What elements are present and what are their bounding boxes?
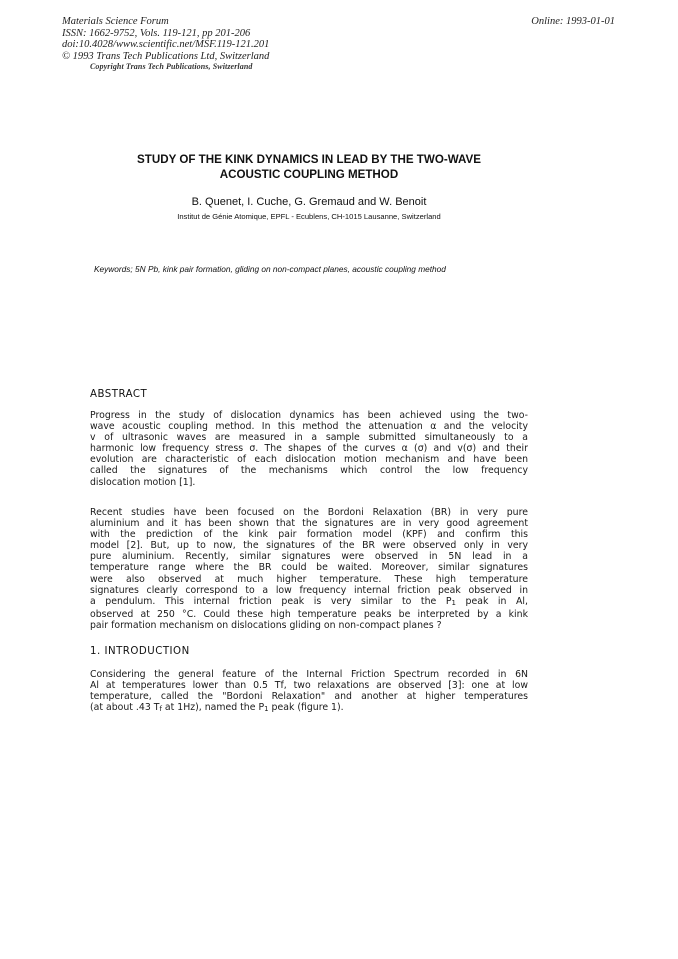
introduction-paragraph [90, 669, 528, 715]
text-line: Recent studies have been focused on the Bordoni Relaxation (BR) in very pure [90, 507, 528, 518]
copyright-line: © 1993 Trans Tech Publications Ltd, Switzerland [62, 50, 270, 62]
text-fragment: a pendulum. This internal friction peak is very similar to the P [90, 595, 452, 607]
text-fragment: at 1Hz), named the P [161, 702, 265, 714]
keywords: Keywords; 5N Pb, kink pair formation, gliding on non-compact planes, acoustic coupling method [94, 264, 446, 274]
issn-line: ISSN: 1662-9752, Vols. 119-121, pp 201-206 [62, 27, 251, 39]
text-line: called the signatures of the mechanisms which control the low frequency [90, 465, 528, 477]
text-line: v of ultrasonic waves are measured in a sample submitted simultaneously to a [90, 432, 528, 444]
text-line [90, 702, 528, 715]
text-fragment: peak (figure 1). [268, 702, 344, 714]
text-line: observed at 250 °C. Could these high temperature peaks be interpreted by a kink [90, 608, 528, 620]
subscript: 1 [451, 598, 456, 607]
text-line: signatures clearly correspond to a low frequency internal friction peak observed in [90, 584, 528, 596]
title-line: ACOUSTIC COUPLING METHOD [219, 168, 399, 181]
copyright-small: Copyright Trans Tech Publications, Switzerland [90, 62, 253, 71]
text-line: temperature, called the "Bordoni Relaxation" and another at higher temperatures [90, 691, 528, 703]
text-line: wave acoustic coupling method. In this method the attenuation α and the velocity [90, 421, 528, 433]
journal-name: Materials Science Forum [62, 16, 169, 27]
journal-header [62, 16, 269, 62]
introduction-heading: 1. INTRODUCTION [90, 646, 190, 657]
paper-title [90, 152, 528, 182]
subscript: 1 [264, 705, 269, 714]
text-line: dislocation motion [1]. [90, 476, 196, 488]
text-line: evolution are characteristic of each dislocation motion mechanism and have been [90, 454, 528, 466]
abstract-paragraph-1 [90, 410, 528, 488]
text-line: Al at temperatures lower than 0.5 Tf, two relaxations are observed [3]: one at low [90, 680, 528, 692]
abstract-heading: ABSTRACT [90, 389, 148, 400]
text-line: aluminium and it has been shown that the signatures are in very good agreement [90, 518, 528, 530]
text-fragment: peak in Al, [455, 595, 528, 607]
subscript: f [159, 705, 162, 714]
text-line: Progress in the study of dislocation dynamics has been achieved using the two- [90, 410, 528, 421]
abstract-paragraph-2 [90, 507, 528, 631]
online-date: Online: 1993-01-01 [531, 16, 615, 27]
text-line: model [2]. But, up to now, the signatures of the BR were observed only in very [90, 540, 528, 552]
affiliation: Institut de Génie Atomique, EPFL - Ecublens, CH-1015 Lausanne, Switzerland [177, 212, 441, 221]
doi-line: doi:10.4028/www.scientific.net/MSF.119-121.201 [62, 39, 270, 50]
text-line: were also observed at much higher temperature. These high temperature [90, 573, 528, 585]
text-line: pair formation mechanism on dislocations gliding on non-compact planes ? [90, 619, 442, 631]
text-fragment: (at about .43 T [90, 702, 160, 714]
text-line: pure aluminium. Recently, similar signatures were observed in 5N lead in a [90, 551, 528, 563]
text-line: harmonic low frequency stress σ. The shapes of the curves α (σ) and v(σ) and their [90, 443, 528, 455]
authors: B. Quenet, I. Cuche, G. Gremaud and W. Benoit [191, 196, 427, 208]
text-line: temperature range where the BR could be waited. Moreover, similar signatures [90, 562, 528, 574]
text-line [90, 596, 528, 609]
text-line: Considering the general feature of the Internal Friction Spectrum recorded in 6N [90, 669, 528, 680]
title-line: STUDY OF THE KINK DYNAMICS IN LEAD BY THE TWO-WAVE [137, 153, 481, 166]
text-line: with the prediction of the kink pair formation model (KPF) and confirm this [90, 529, 528, 541]
